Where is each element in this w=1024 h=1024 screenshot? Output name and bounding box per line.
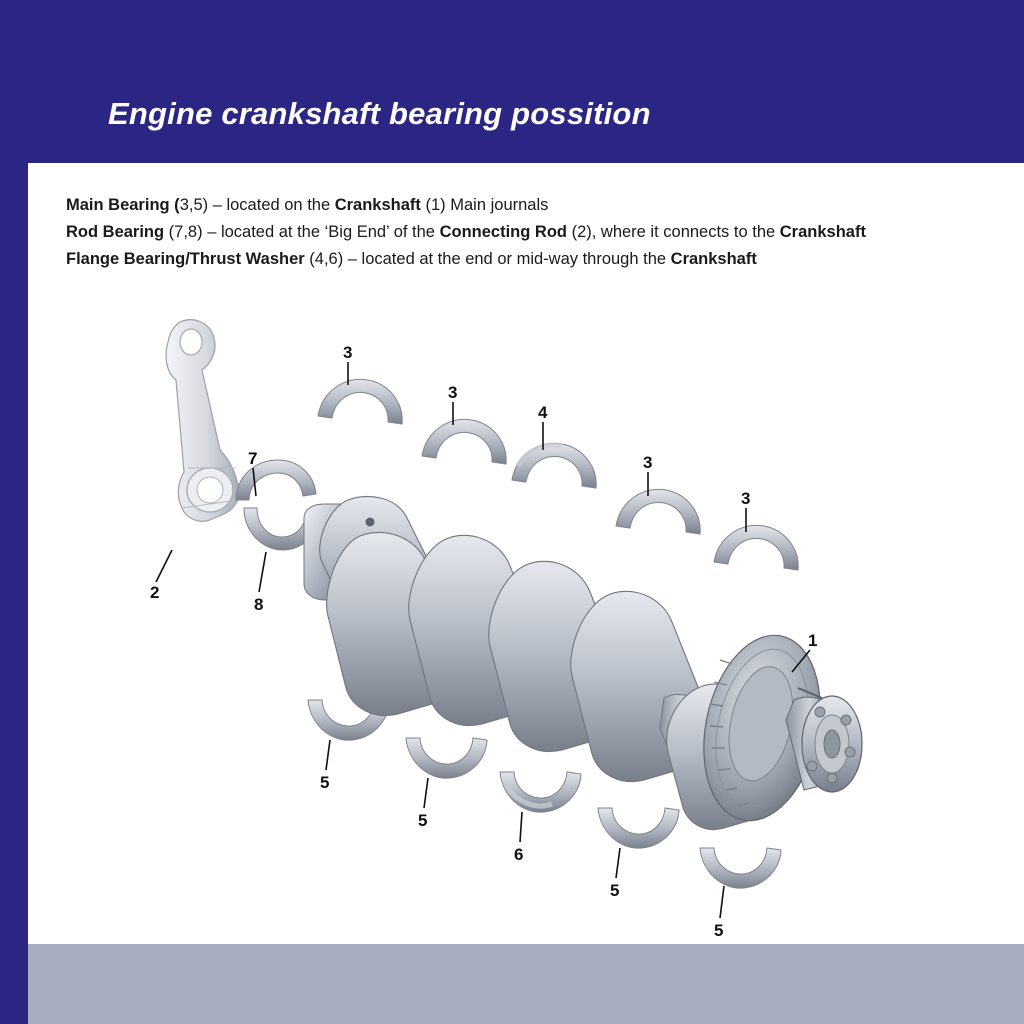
callout-2: 2 [150,583,160,602]
callout-3a: 3 [343,343,353,362]
main-bearing-shell-lower-3 [598,808,679,848]
footer-accent-stripe [0,944,28,1024]
header-band [28,0,1024,163]
callout-3c: 3 [643,453,653,472]
callout-8: 8 [254,595,264,614]
main-bearing-shell-lower-4 [700,848,781,888]
description-line-rod-bearing: Rod Bearing (7,8) – located at the ‘Big End’ of the Connecting Rod (2), where it connects to the Crankshaft [66,223,866,241]
main-bearing-shell-upper-2 [422,419,506,464]
callout-6: 6 [514,845,524,864]
description-line-main-bearing: Main Bearing (3,5) – located on the Crankshaft (1) Main journals [66,196,549,214]
callout-5c: 5 [610,881,620,900]
main-bearing-shell-upper-3 [616,489,700,534]
callout-5b: 5 [418,811,428,830]
callout-3b: 3 [448,383,458,402]
description-block [66,192,1006,273]
callout-7: 7 [248,449,258,468]
description-line-flange-bearing: Flange Bearing/Thrust Washer (4,6) – located at the end or mid-way through the Crankshaft [66,250,757,268]
page-title: Engine crankshaft bearing possition [108,96,651,131]
connecting-rod [166,320,239,522]
thrust-washer-lower-6 [500,772,581,812]
callout-5a: 5 [320,773,330,792]
crankshaft-diagram [60,300,980,940]
footer-band [0,944,1024,1024]
main-bearing-shell-lower-2 [406,738,487,778]
callout-3d: 3 [741,489,751,508]
main-bearing-shell-upper-1 [318,379,402,424]
callout-5d: 5 [714,921,724,940]
left-accent-stripe [0,0,28,1024]
thrust-washer-upper-4 [512,443,596,488]
main-bearing-shell-upper-4 [714,525,798,570]
callout-1: 1 [808,631,818,650]
callout-4: 4 [538,403,548,422]
